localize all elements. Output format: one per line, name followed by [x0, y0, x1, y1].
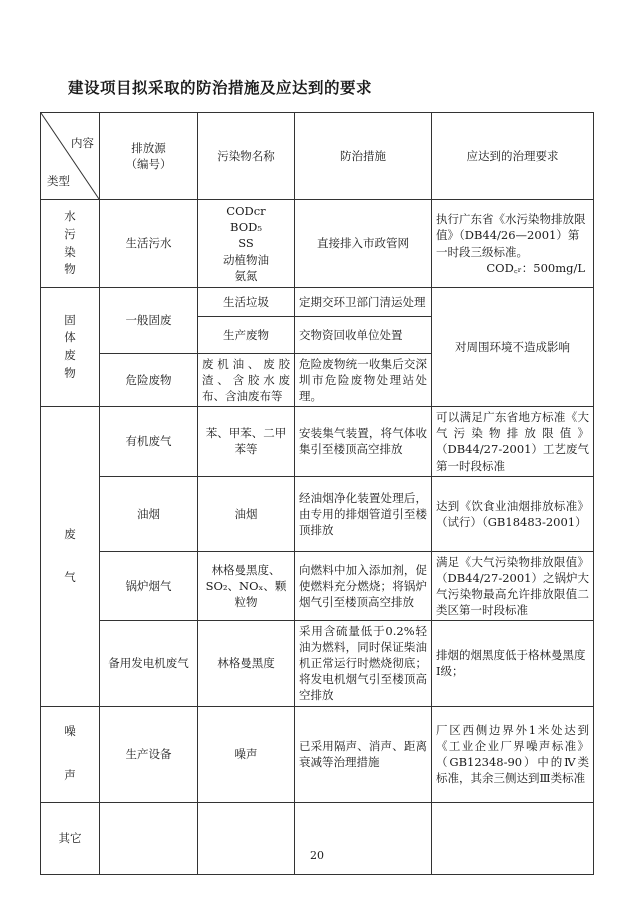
gas-type-label: 废 气 [64, 526, 76, 585]
gas-boiler-row [41, 551, 594, 620]
solid-type-label: 固体废物 [64, 312, 76, 380]
gas-fume-pollutant: 油烟 [198, 476, 295, 551]
water-measures: 直接排入市政管网 [295, 200, 432, 288]
gas-boiler-measures: 向燃料中加入添加剂，促使燃料充分燃烧；将锅炉烟气引至楼顶高空排放 [295, 551, 432, 620]
other-requirements-empty [432, 802, 594, 874]
gas-organic-source: 有机废气 [100, 407, 198, 476]
noise-requirements: 厂区西侧边界外1米处达到《工业企业厂界噪声标准》（GB12348-90）中的Ⅳ类标准，其余三侧达到Ⅲ类标准 [432, 706, 594, 802]
solid-domestic-measures: 定期交环卫部门清运处理 [295, 288, 432, 317]
header-measures: 防治措施 [295, 113, 432, 200]
header-content-label: 内容 [71, 136, 94, 150]
noise-type-label: 噪声 [64, 724, 76, 782]
other-measures-empty [295, 802, 432, 874]
gas-type-cell [41, 407, 100, 706]
gas-organic-requirements: 可以满足广东省地方标准《大气污染物排放限值》（DB44/27-2001）工艺废气第一时段标准 [432, 407, 594, 476]
header-requirements: 应达到的治理要求 [432, 113, 594, 200]
noise-pollutant: 噪声 [198, 706, 295, 802]
water-requirements: 执行广东省《水污染物排放限值》（DB44/26—2001）第一时段三级标准。 [436, 212, 586, 259]
gas-generator-row [41, 621, 594, 706]
gas-generator-requirements: 排烟的烟黑度低于格林曼黑度Ⅰ级； [432, 621, 594, 706]
solid-general-source: 一般固废 [100, 288, 198, 354]
gas-boiler-source: 锅炉烟气 [100, 551, 198, 620]
solid-type-cell [41, 288, 100, 407]
other-source-empty [100, 802, 198, 874]
solid-hazard-measures: 危险废物统一收集后交深圳市危险废物处理站处理。 [295, 354, 432, 407]
water-type-label: 水污染物 [64, 208, 76, 277]
noise-type-cell [41, 706, 100, 802]
solid-domestic-row [41, 288, 594, 317]
header-type-diagonal-cell [41, 113, 100, 200]
gas-boiler-pollutant: 林格曼黑度、SO₂、NOₓ、颗粒物 [198, 551, 295, 620]
page-title: 建设项目拟采取的防治措施及应达到的要求 [68, 79, 373, 97]
solid-requirements: 对周围环境不造成影响 [432, 288, 594, 407]
page-number: 20 [310, 849, 324, 862]
gas-generator-source: 备用发电机废气 [100, 621, 198, 706]
header-source: 排放源 （编号） [100, 113, 198, 200]
solid-hazard-pollutant: 废机油、废胶渣、含胶水废布、含油废布等 [198, 354, 295, 407]
gas-generator-pollutant: 林格曼黑度 [198, 621, 295, 706]
noise-measures: 已采用隔声、消声、距离衰减等治理措施 [295, 706, 432, 802]
solid-domestic-pollutant: 生活垃圾 [198, 288, 295, 317]
solid-production-pollutant: 生产废物 [198, 317, 295, 354]
gas-organic-measures: 安装集气装置，将气体收集引至楼顶高空排放 [295, 407, 432, 476]
gas-fume-requirements: 达到《饮食业油烟排放标准》（试行）（GB18483-2001） [432, 476, 594, 551]
solid-production-measures: 交物资回收单位处置 [295, 317, 432, 354]
gas-fume-measures: 经油烟净化装置处理后，由专用的排烟管道引至楼顶排放 [295, 476, 432, 551]
gas-organic-pollutant: 苯、甲苯、二甲苯等 [198, 407, 295, 476]
gas-fume-row [41, 476, 594, 551]
gas-boiler-requirements: 满足《大气污染物排放限值》（DB44/27-2001）之锅炉大气污染物最高允许排放限值二类区第一时段标准 [432, 551, 594, 620]
other-type: 其它 [41, 802, 100, 874]
water-source: 生活污水 [100, 200, 198, 288]
header-pollutant: 污染物名称 [198, 113, 295, 200]
other-row [41, 802, 594, 874]
other-pollutant-empty [198, 802, 295, 874]
measures-table [40, 112, 594, 875]
water-pollutants: CODcr BOD₅ SS 动植物油 氨氮 [198, 200, 295, 288]
gas-fume-source: 油烟 [100, 476, 198, 551]
noise-source: 生产设备 [100, 706, 198, 802]
water-row [41, 200, 594, 288]
solid-hazard-source: 危险废物 [100, 354, 198, 407]
water-requirements-cell [432, 200, 594, 288]
gas-generator-measures: 采用含硫量低于0.2%轻油为燃料，同时保证柴油机正常运行时燃烧彻底；将发电机烟气引至楼顶高空排放 [295, 621, 432, 706]
header-type-label: 类型 [47, 173, 70, 188]
noise-row [41, 706, 594, 802]
water-requirement-value: COD꜀ᵣ：500mg/L [486, 260, 585, 275]
water-type-cell [41, 200, 100, 288]
gas-organic-row [41, 407, 594, 476]
header-row [41, 113, 594, 200]
